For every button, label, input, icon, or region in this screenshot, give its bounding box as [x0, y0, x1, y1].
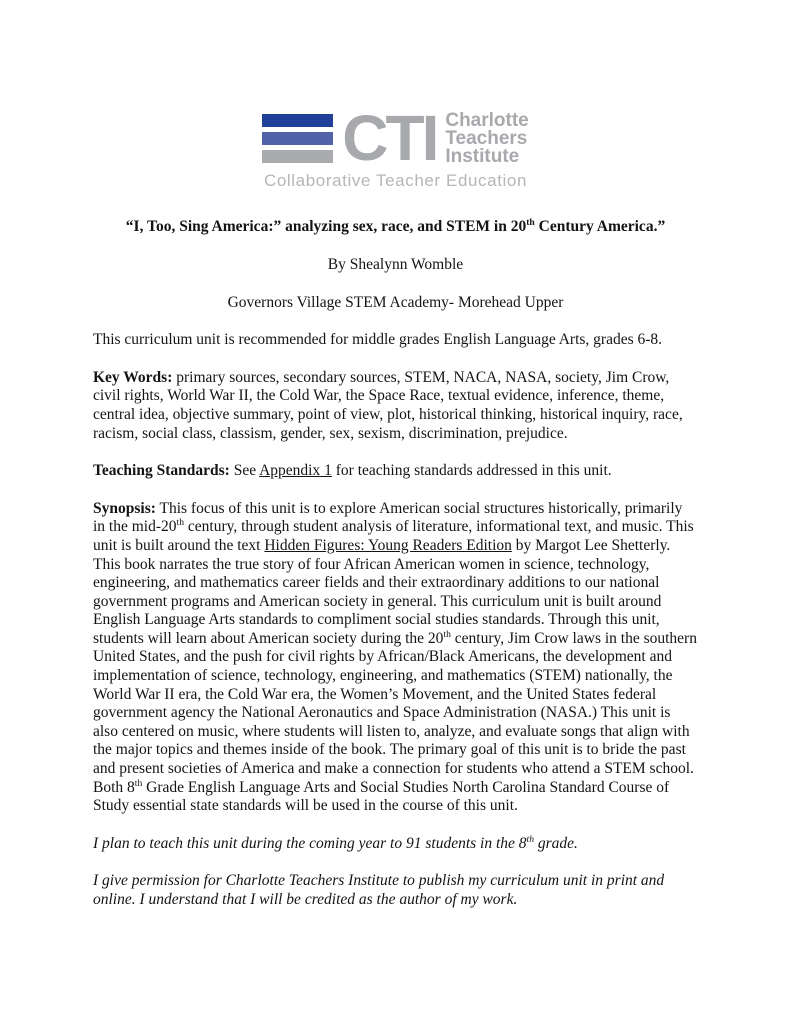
underlined-text: Appendix 1 — [259, 462, 332, 480]
teach-plan-note — [93, 835, 698, 854]
logo-name-line: Teachers — [445, 128, 528, 149]
cti-logo-row — [93, 102, 698, 174]
text-segment: th — [176, 517, 184, 529]
text-segment: century, through student analysis of literature, informational text, and music. This unit is built around the text — [93, 518, 694, 554]
school-line: Governors Village STEM Academy- Morehead Upper — [227, 293, 564, 311]
logo-bar-gray — [262, 150, 333, 163]
document-body — [93, 218, 698, 909]
logo-bar-dark-blue — [262, 114, 333, 127]
text-segment: th — [526, 833, 534, 845]
logo-bars-icon — [262, 114, 333, 163]
text-segment: th — [443, 628, 451, 640]
recommendation-paragraph: This curriculum unit is recommended for middle grades English Language Arts, grades 6-8. — [93, 331, 663, 349]
text-segment: grade. — [534, 834, 578, 852]
key-words-paragraph — [93, 369, 698, 443]
byline: By Shealynn Womble — [327, 255, 464, 273]
logo-name-line: Institute — [445, 146, 520, 167]
text-segment: I plan to teach this unit during the coming year to 91 students in the 8 — [93, 834, 527, 852]
text-segment: Grade English Language Arts and Social Studies North Carolina Standard Course of Study essential state standards will be used in the course of this unit. — [93, 778, 670, 815]
logo-monogram: CTI — [342, 102, 437, 174]
text-segment: See — [229, 462, 260, 480]
logo-tagline: Collaborative Teacher Education — [263, 171, 528, 190]
text-segment: th — [526, 217, 535, 229]
logo-name-block — [445, 112, 528, 166]
text-segment: This focus of this unit is to explore American social structures historically, primarily in the mid-20 — [93, 499, 683, 536]
text-segment: primary sources, secondary sources, STEM, NACA, NASA, society, Jim Crow, civil rights, World War II, the Cold War, the Space Race, textual evidence, inference, theme, central idea, objective summary, point of view, plot, historical thinking, historical inquiry, race, racism, social class, classism, gender, sex, sexism, discrimination, prejudice. — [93, 368, 683, 442]
text-segment: by Margot Lee Shetterly. This book narrates the true story of four African American women in science, technology, engineering, and mathematics career fields and their extraordinary additions to our national government programs and American society in general. This curriculum unit is built around English Language Arts standards to compliment social studies standards. Through this unit, students will learn about American society during the 20 — [93, 536, 671, 647]
permission-note: I give permission for Charlotte Teachers Institute to publish my curriculum unit in print and online. I understand that I will be credited as the author of my work. — [93, 872, 665, 909]
text-segment: “I, Too, Sing America:” analyzing sex, race, and STEM in 20 — [125, 218, 527, 236]
text-segment: th — [134, 777, 143, 789]
text-segment: century, Jim Crow laws in the southern United States, and the push for civil rights by African/Black Americans, the development and implementation of science, technology, engineering, and mathematics (STEM) nationally, the World War II era, the Cold War era, the Women’s Movement, and the United States federal government agency the National Aeronautics and Space Administration (NASA.) This unit is also centered on music, where students will listen to, analyze, and evaluate songs that align with the major topics and themes inside of the book. The primary goal of this unit is to bride the past and present societies of America and make a connection for students who attend a STEM school. Both 8 — [93, 629, 697, 796]
document-title — [93, 218, 698, 237]
text-segment: Teaching Standards: — [93, 462, 230, 480]
text-segment: Synopsis: — [93, 499, 156, 517]
text-segment: Century America.” — [534, 218, 666, 236]
logo-name-line: Charlotte — [445, 110, 529, 131]
logo-bar-medium-blue — [262, 132, 333, 145]
cti-logo — [93, 102, 698, 191]
synopsis-paragraph — [93, 500, 698, 816]
text-segment: for teaching standards addressed in this unit. — [331, 462, 612, 480]
teaching-standards-paragraph — [93, 462, 698, 481]
underlined-text: Hidden Figures: Young Readers Edition — [264, 536, 512, 554]
text-segment: Key Words: — [93, 368, 173, 386]
